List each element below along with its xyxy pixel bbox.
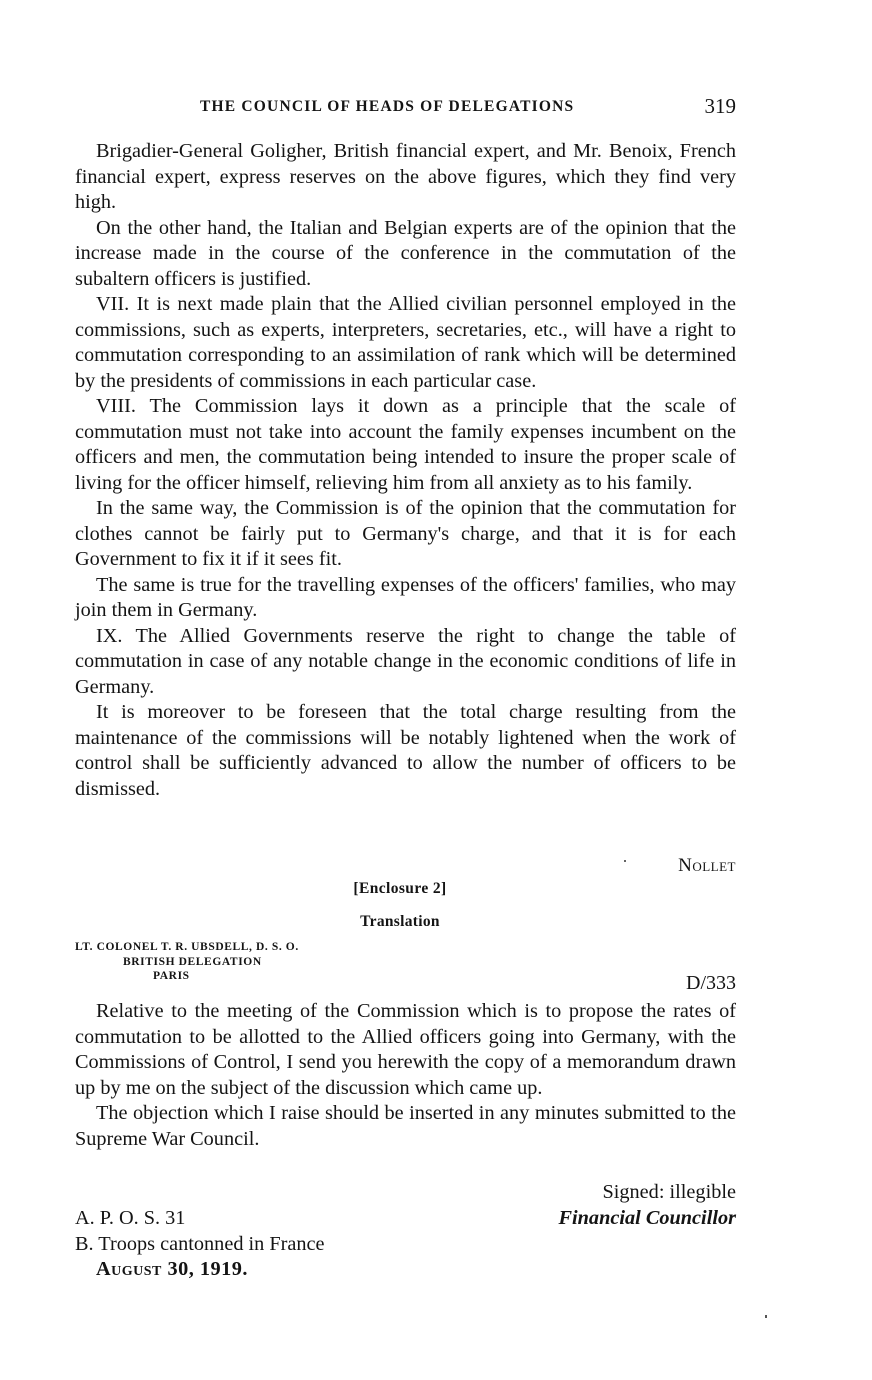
page-number: 319 <box>704 94 736 118</box>
stray-mark <box>624 860 626 862</box>
paragraph: IX. The Allied Governments reserve the right to change the table of commutation in case of any notable change in the economic conditions of life in Germany. <box>75 624 736 698</box>
letter-text <box>75 999 736 1152</box>
enclosure-label: [Enclosure 2] <box>353 880 447 897</box>
reference-number: D/333 <box>686 972 736 994</box>
sender-block <box>75 940 299 984</box>
signed-line: Signed: illegible <box>602 1181 736 1203</box>
paragraph: Brigadier-General Goligher, British financial expert, and Mr. Benoix, French financial expert, express reserves on the above figures, which they find very high. <box>75 140 736 213</box>
sender-delegation: BRITISH DELEGATION <box>123 955 262 968</box>
paragraph: Relative to the meeting of the Commission which is to propose the rates of commutation to be allotted to the Allied officers going into Germany, with the Commissions of Control, I send you herewith the copy of a memorandum drawn up by me on the subject of the discussion which came up. <box>75 1000 736 1099</box>
paragraph: VIII. The Commission lays it down as a principle that the scale of commutation must not take into account the family expenses incumbent on the officers and men, the commutation being intended to insure the proper scale of living for the officer himself, relieving him from all anxiety as to his family. <box>75 395 736 494</box>
address-block <box>75 1206 325 1283</box>
page-header <box>196 94 736 122</box>
stray-mark <box>765 1315 767 1318</box>
paragraph: VII. It is next made plain that the Allied civilian personnel employed in the commissions, such as experts, interpreters, secretaries, etc., will have a right to commutation corresponding to an assimilation of rank which will be determined by the presidents of commissions in each particular case. <box>75 293 736 392</box>
signer-title: Financial Councillor <box>558 1206 736 1229</box>
address-line: B. Troops cantonned in France <box>75 1232 325 1255</box>
body-text <box>75 139 736 802</box>
paragraph: On the other hand, the Italian and Belgian experts are of the opinion that the increase made in the course of the conference in the commutation of the subaltern officers is justified. <box>75 216 736 290</box>
translation-label: Translation <box>360 913 440 930</box>
running-head: THE COUNCIL OF HEADS OF DELEGATIONS <box>200 98 575 115</box>
sender-city: PARIS <box>153 970 190 982</box>
paragraph: In the same way, the Commission is of the opinion that the commutation for clothes cannot be fairly put to Germany's charge, and that it is for each Government to fix it if it sees fit. <box>75 497 736 570</box>
sender-name: LT. COLONEL T. R. UBSDELL, D. S. O. <box>75 941 299 953</box>
signature-block <box>558 1180 736 1231</box>
paragraph: It is moreover to be foreseen that the total charge resulting from the maintenance of the commissions will be notably lightened when the work of control shall be sufficiently advanced to allow the number of officers to be dismissed. <box>75 701 736 800</box>
paragraph: The objection which I raise should be inserted in any minutes submitted to the Supreme War Council. <box>75 1102 736 1150</box>
address-line: A. P. O. S. 31 <box>75 1207 186 1229</box>
paragraph: The same is true for the travelling expenses of the officers' families, who may join them in Germany. <box>75 573 736 621</box>
letter-date: August 30, 1919. <box>96 1258 249 1280</box>
signature-nollet: Nollet <box>678 855 736 876</box>
